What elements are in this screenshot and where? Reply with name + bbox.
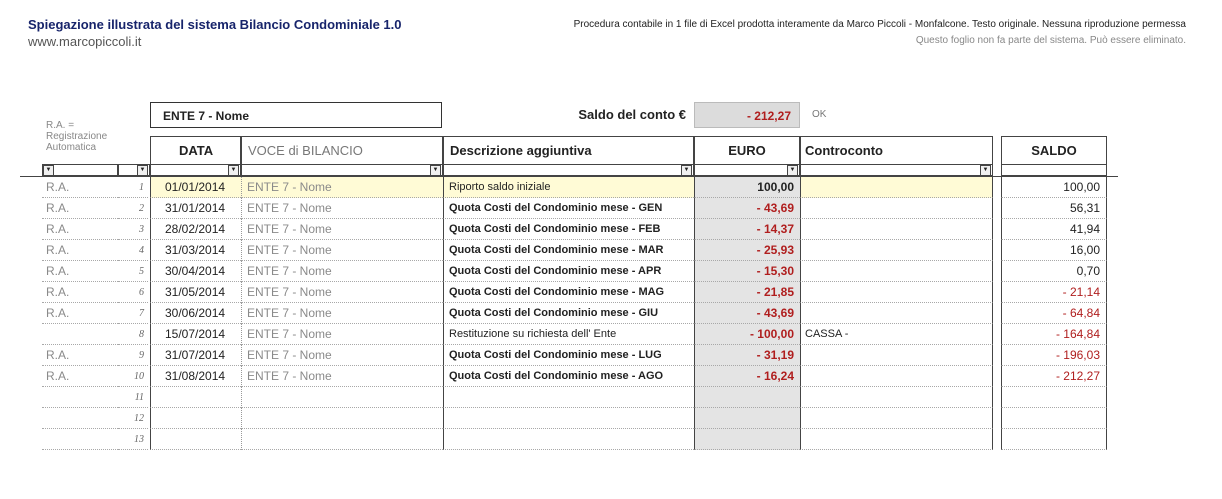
ra-marker: R.A. [42, 177, 130, 198]
filter-dropdown-icon[interactable]: ▼ [980, 165, 991, 176]
column-header-saldo: SALDO [1001, 136, 1107, 164]
date-cell[interactable]: 30/04/2014 [150, 261, 241, 282]
amount-cell[interactable]: - 16,24 [694, 366, 800, 387]
ra-marker [42, 429, 130, 450]
date-cell[interactable] [150, 429, 241, 450]
filter-dropdown-icon[interactable]: ▼ [430, 165, 441, 176]
filter-cell-descrizione [443, 164, 694, 176]
account-balance-label: Saldo del conto € [578, 107, 686, 122]
balance-status: OK [812, 109, 827, 120]
ra-marker: R.A. [42, 282, 130, 303]
balance-cell[interactable]: - 196,03 [1001, 345, 1107, 366]
column-header-descrizione: Descrizione aggiuntiva [443, 136, 694, 164]
date-cell[interactable]: 31/08/2014 [150, 366, 241, 387]
ra-marker [42, 324, 130, 345]
description-cell[interactable]: Quota Costi del Condominio mese - MAG [443, 282, 694, 303]
table-row [0, 303, 1222, 324]
ra-marker [42, 408, 130, 429]
ra-marker: R.A. [42, 198, 130, 219]
description-cell[interactable]: Quota Costi del Condominio mese - MAR [443, 240, 694, 261]
filter-cell-data [150, 164, 241, 176]
description-cell[interactable]: Quota Costi del Condominio mese - FEB [443, 219, 694, 240]
filter-cell-saldo [1001, 164, 1107, 176]
controconto-cell[interactable]: CASSA - [800, 324, 993, 345]
amount-cell[interactable]: - 43,69 [694, 198, 800, 219]
sheet-note: Questo foglio non fa parte del sistema. Può essere eliminato. [915, 35, 1186, 46]
date-cell[interactable]: 30/06/2014 [150, 303, 241, 324]
filter-dropdown-icon[interactable]: ▼ [787, 165, 798, 176]
table-row [0, 387, 1222, 408]
description-cell[interactable]: Quota Costi del Condominio mese - GEN [443, 198, 694, 219]
ra-marker: R.A. [42, 366, 130, 387]
controconto-cell[interactable] [800, 240, 993, 261]
entity-name-box[interactable]: ENTE 7 - Nome [150, 102, 442, 128]
row-number: 1 [118, 177, 148, 198]
account-balance-value: - 212,27 [694, 102, 800, 128]
amount-cell[interactable]: - 43,69 [694, 303, 800, 324]
filter-cell-euro [694, 164, 800, 176]
column-header-controconto: Controconto [800, 136, 993, 164]
filter-dropdown-icon[interactable]: ▼ [228, 165, 239, 176]
balance-cell[interactable]: 41,94 [1001, 219, 1107, 240]
amount-cell[interactable]: - 15,30 [694, 261, 800, 282]
description-cell[interactable]: Restituzione su richiesta dell' Ente [443, 324, 694, 345]
filter-cell-num [118, 164, 150, 176]
date-cell[interactable] [150, 387, 241, 408]
voce-cell[interactable]: ENTE 7 - Nome [241, 324, 443, 345]
ra-marker: R.A. [42, 303, 130, 324]
ra-marker: R.A. [42, 219, 130, 240]
row-number: 6 [118, 282, 148, 303]
table-row [0, 429, 1222, 450]
controconto-cell[interactable] [800, 282, 993, 303]
balance-cell[interactable] [1001, 429, 1107, 450]
date-cell[interactable]: 31/05/2014 [150, 282, 241, 303]
row-number: 9 [118, 345, 148, 366]
filter-cell-voce [241, 164, 443, 176]
ra-legend: R.A. = Registrazione Automatica [46, 120, 108, 153]
table-row [0, 261, 1222, 282]
balance-cell[interactable]: - 164,84 [1001, 324, 1107, 345]
row-number: 7 [118, 303, 148, 324]
balance-cell[interactable]: - 212,27 [1001, 366, 1107, 387]
description-cell[interactable] [443, 387, 694, 408]
ra-marker [42, 387, 130, 408]
filter-cell-controconto [800, 164, 993, 176]
row-number: 12 [118, 408, 148, 429]
date-cell[interactable]: 28/02/2014 [150, 219, 241, 240]
row-number: 10 [118, 366, 148, 387]
amount-cell[interactable] [694, 408, 800, 429]
table-row [0, 345, 1222, 366]
amount-cell[interactable] [694, 429, 800, 450]
ra-marker: R.A. [42, 261, 130, 282]
filter-cell-ra [42, 164, 118, 176]
filter-dropdown-icon[interactable]: ▼ [137, 165, 148, 176]
description-cell[interactable] [443, 408, 694, 429]
balance-cell[interactable]: - 21,14 [1001, 282, 1107, 303]
voce-cell[interactable]: ENTE 7 - Nome [241, 219, 443, 240]
page-title: Spiegazione illustrata del sistema Bilancio Condominiale 1.0 [28, 17, 402, 32]
controconto-cell[interactable] [800, 219, 993, 240]
date-cell[interactable]: 31/01/2014 [150, 198, 241, 219]
balance-cell[interactable]: 0,70 [1001, 261, 1107, 282]
voce-cell[interactable] [241, 387, 443, 408]
voce-cell[interactable] [241, 429, 443, 450]
table-row [0, 324, 1222, 345]
balance-cell[interactable]: 56,31 [1001, 198, 1107, 219]
table-row [0, 240, 1222, 261]
voce-cell[interactable]: ENTE 7 - Nome [241, 303, 443, 324]
amount-cell[interactable]: - 21,85 [694, 282, 800, 303]
table-row [0, 177, 1222, 198]
controconto-cell[interactable] [800, 345, 993, 366]
description-cell[interactable]: Riporto saldo iniziale [443, 177, 694, 198]
date-cell[interactable] [150, 408, 241, 429]
amount-cell[interactable]: - 14,37 [694, 219, 800, 240]
voce-cell[interactable]: ENTE 7 - Nome [241, 198, 443, 219]
voce-cell[interactable]: ENTE 7 - Nome [241, 177, 443, 198]
balance-cell[interactable] [1001, 387, 1107, 408]
date-cell[interactable]: 31/07/2014 [150, 345, 241, 366]
description-cell[interactable]: Quota Costi del Condominio mese - AGO [443, 366, 694, 387]
voce-cell[interactable]: ENTE 7 - Nome [241, 261, 443, 282]
copyright-note: Procedura contabile in 1 file di Excel prodotta interamente da Marco Piccoli - Monfalcone. Testo originale. Nessuna riproduzione permessa [573, 19, 1186, 30]
table-row [0, 219, 1222, 240]
controconto-cell[interactable] [800, 408, 993, 429]
controconto-cell[interactable] [800, 429, 993, 450]
balance-cell[interactable] [1001, 408, 1107, 429]
website-url: www.marcopiccoli.it [28, 34, 142, 49]
row-number: 11 [118, 387, 148, 408]
amount-cell[interactable]: - 31,19 [694, 345, 800, 366]
voce-cell[interactable] [241, 408, 443, 429]
row-number: 2 [118, 198, 148, 219]
balance-cell[interactable]: 100,00 [1001, 177, 1107, 198]
table-row [0, 282, 1222, 303]
row-number: 13 [118, 429, 148, 450]
table-row [0, 198, 1222, 219]
filter-dropdown-icon[interactable]: ▼ [681, 165, 692, 176]
ra-marker: R.A. [42, 240, 130, 261]
controconto-cell[interactable] [800, 177, 993, 198]
controconto-cell[interactable] [800, 303, 993, 324]
filter-dropdown-icon[interactable]: ▼ [43, 165, 54, 176]
voce-cell[interactable]: ENTE 7 - Nome [241, 345, 443, 366]
voce-cell[interactable]: ENTE 7 - Nome [241, 282, 443, 303]
date-cell[interactable]: 15/07/2014 [150, 324, 241, 345]
amount-cell[interactable] [694, 387, 800, 408]
controconto-cell[interactable] [800, 198, 993, 219]
description-cell[interactable]: Quota Costi del Condominio mese - APR [443, 261, 694, 282]
description-cell[interactable] [443, 429, 694, 450]
row-number: 8 [118, 324, 148, 345]
row-number: 4 [118, 240, 148, 261]
description-cell[interactable]: Quota Costi del Condominio mese - LUG [443, 345, 694, 366]
column-header-euro: EURO [694, 136, 800, 164]
voce-cell[interactable]: ENTE 7 - Nome [241, 240, 443, 261]
ra-marker: R.A. [42, 345, 130, 366]
description-cell[interactable]: Quota Costi del Condominio mese - GIU [443, 303, 694, 324]
balance-cell[interactable]: - 64,84 [1001, 303, 1107, 324]
column-header-voce: VOCE di BILANCIO [241, 136, 443, 164]
balance-cell[interactable]: 16,00 [1001, 240, 1107, 261]
table-row [0, 408, 1222, 429]
controconto-cell[interactable] [800, 261, 993, 282]
amount-cell[interactable]: - 25,93 [694, 240, 800, 261]
amount-cell[interactable]: - 100,00 [694, 324, 800, 345]
column-header-data: DATA [150, 136, 241, 164]
table-row [0, 366, 1222, 387]
row-number: 3 [118, 219, 148, 240]
amount-cell[interactable]: 100,00 [694, 177, 800, 198]
voce-cell[interactable]: ENTE 7 - Nome [241, 366, 443, 387]
row-number: 5 [118, 261, 148, 282]
date-cell[interactable]: 31/03/2014 [150, 240, 241, 261]
date-cell[interactable]: 01/01/2014 [150, 177, 241, 198]
controconto-cell[interactable] [800, 387, 993, 408]
controconto-cell[interactable] [800, 366, 993, 387]
